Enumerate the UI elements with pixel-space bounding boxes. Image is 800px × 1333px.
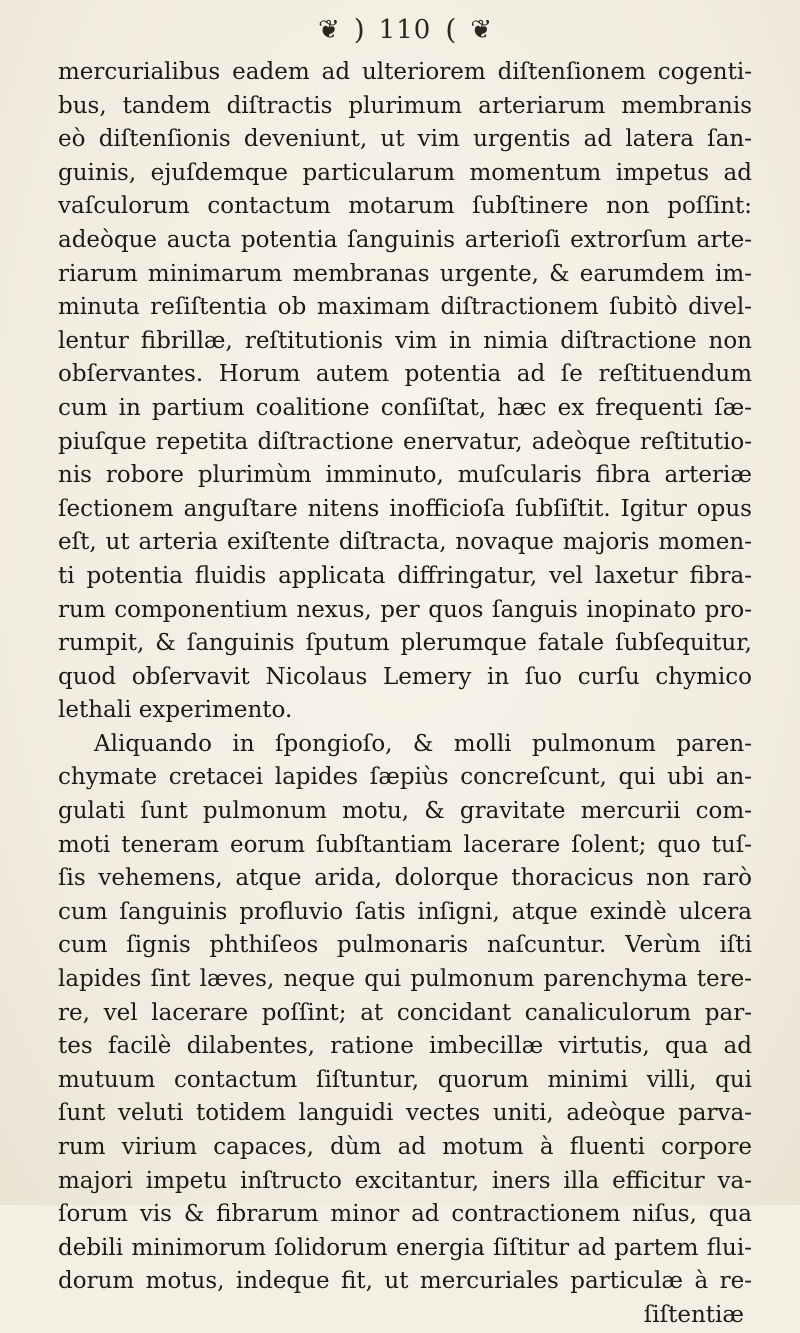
- text-line: ti potentia fluidis applicata diffringatur, vel laxetur fibra-: [58, 562, 752, 589]
- header-bracket-right: (: [445, 13, 457, 46]
- text-line: bus, tandem diſtractis plurimum arteriarum membranis: [58, 92, 752, 119]
- header-bracket-left: ): [353, 13, 365, 46]
- fleuron-left-icon: ❦: [317, 15, 340, 45]
- text-line: mercurialibus eadem ad ulteriorem diſtenſionem cogenti-: [58, 59, 752, 85]
- text-line: guinis, ejuſdemque particularum momentum impetus ad: [58, 159, 752, 186]
- text-line: riarum minimarum membranas urgente, & earumdem im-: [58, 260, 752, 287]
- text-line: majori impetu inſtructo excitantur, iners illa efficitur va-: [58, 1167, 752, 1194]
- text-line: nis robore plurimùm imminuto, muſcularis fibra arteriæ: [58, 462, 752, 489]
- text-line: adeòque aucta potentia ſanguinis arterioſi extrorſum arte-: [58, 226, 752, 253]
- text-line: rum virium capaces, dùm ad motum à fluenti corpore: [58, 1134, 752, 1160]
- page-header: [58, 8, 752, 52]
- text-line: eò diſtenſionis deveniunt, ut vim urgentis ad latera ſan-: [58, 126, 752, 153]
- text-line: ſectionem anguſtare nitens inofficioſa ſubſiſtit. Igitur opus: [58, 495, 752, 522]
- text-line: re, vel lacerare poſſint; at concidant canaliculorum par-: [58, 999, 752, 1026]
- text-line: obſervantes. Horum autem potentia ad ſe reſtituendum: [58, 361, 752, 388]
- page-number: 110: [378, 15, 432, 45]
- text-line: mutuum contactum ſiſtuntur, quorum minimi villi, qui: [58, 1066, 752, 1093]
- text-line: gulati ſunt pulmonum motu, & gravitate mercurii com-: [58, 798, 752, 825]
- text-line: cum in partium coalitione conſiſtat, hæc ex frequenti ſæ-: [58, 394, 752, 421]
- text-line: ſunt veluti totidem languidi vectes uniti, adeòque parva-: [58, 1100, 752, 1127]
- text-line: lapides ſint læves, neque qui pulmonum parenchyma tere-: [58, 966, 752, 993]
- text-line: quod obſervavit Nicolaus Lemery in ſuo curſu chymico: [58, 663, 752, 690]
- text-line-paragraph-end: lethali experimento.: [58, 697, 293, 724]
- text-line: ſorum vis & fibrarum minor ad contractionem niſus, qua: [58, 1201, 752, 1228]
- text-line: ſis vehemens, atque arida, dolorque thoracicus non rarò: [58, 865, 752, 892]
- text-line: chymate cretacei lapides ſæpiùs concreſcunt, qui ubi an-: [58, 764, 752, 791]
- text-line: vaſculorum contactum motarum ſubſtinere non poſſint:: [58, 193, 752, 220]
- catchword: ſiſtentiæ: [643, 1301, 744, 1328]
- text-line: rum componentium nexus, per quos ſanguis inopinato pro-: [58, 596, 752, 623]
- text-line: piuſque repetita diſtractione enervatur, adeòque reſtitutio-: [58, 428, 752, 455]
- body-text: [58, 56, 752, 1333]
- text-line: tes facilè dilabentes, ratione imbecillæ virtutis, qua ad: [58, 1033, 752, 1060]
- text-line: cum ſanguinis profluvio ſatis inſigni, atque exindè ulcera: [58, 898, 752, 925]
- text-line: debili minimorum ſolidorum energia ſiſtitur ad partem flui-: [58, 1234, 752, 1261]
- text-line-paragraph-start: Aliquando in ſpongioſo, & molli pulmonum paren-: [94, 730, 752, 757]
- text-line: rumpit, & ſanguinis ſputum plerumque fatale ſubſequitur,: [58, 630, 752, 657]
- text-line: moti teneram eorum ſubſtantiam lacerare ſolent; quo tuſ-: [58, 831, 752, 858]
- text-line: lentur fibrillæ, reſtitutionis vim in nimia diſtractione non: [58, 327, 752, 354]
- text-line: eſt, ut arteria exiſtente diſtracta, novaque majoris momen-: [58, 529, 752, 556]
- text-line: minuta reſiſtentia ob maximam diſtractionem ſubitò divel-: [58, 294, 752, 321]
- text-line: cum ſignis phthiſeos pulmonaris naſcuntur. Verùm iſti: [58, 932, 752, 959]
- fleuron-right-icon: ❦: [470, 15, 493, 45]
- text-line: dorum motus, indeque fit, ut mercuriales particulæ à re-: [58, 1268, 752, 1295]
